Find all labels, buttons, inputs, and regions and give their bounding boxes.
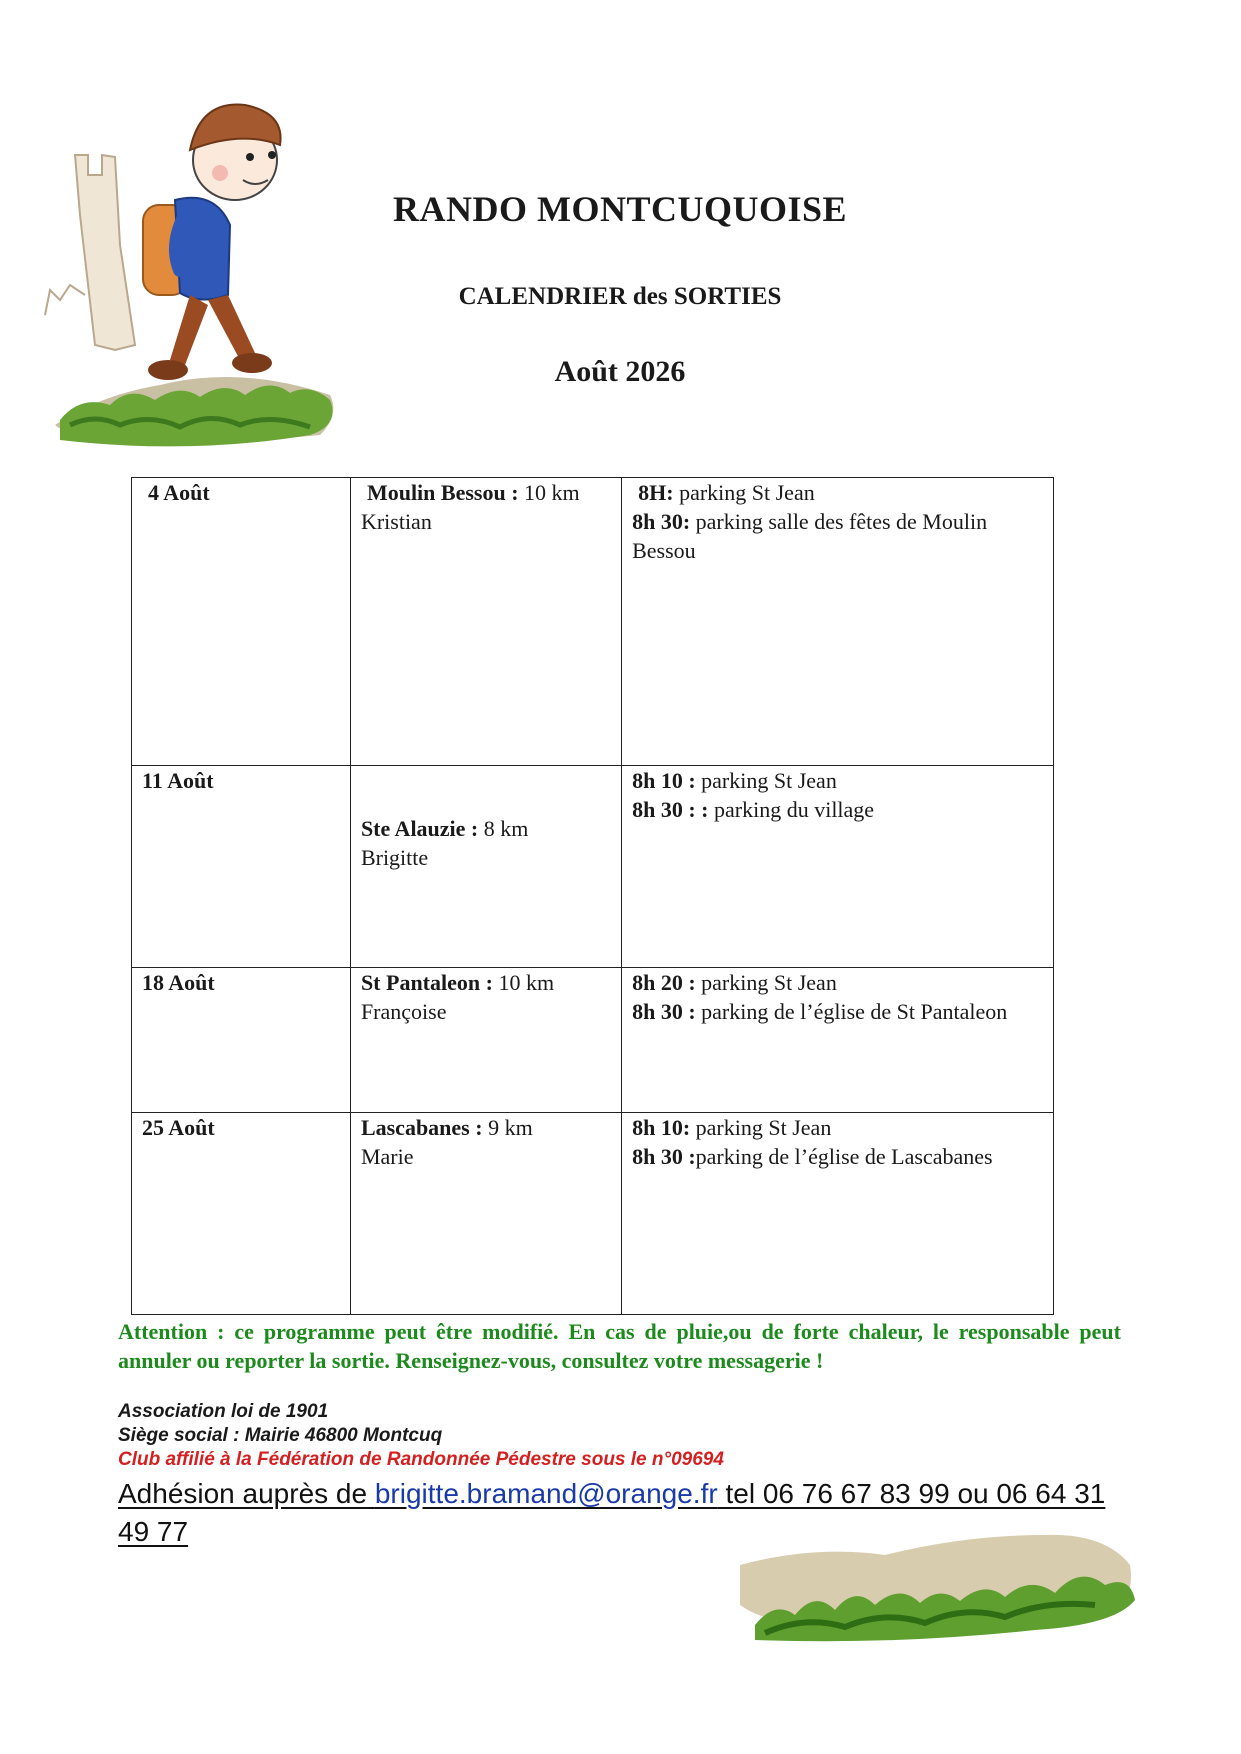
outing-distance: 10 km: [492, 970, 555, 995]
place-cell: [350, 766, 621, 968]
head-office: Siège social : Mairie 46800 Montcuq: [118, 1425, 443, 1446]
meeting-place: parking du village: [708, 797, 875, 822]
date-cell: [132, 1113, 351, 1315]
meeting-place: parking St Jean: [695, 768, 837, 793]
meeting-time: 8h 30 :: [632, 1144, 696, 1169]
meeting-cell: [622, 766, 1054, 968]
meeting-time: 8h 10 :: [632, 768, 696, 793]
meeting-time: 8h 30 :: [632, 999, 696, 1024]
outing-distance: 10 km: [518, 480, 580, 505]
page-title: RANDO MONTCUQUOISE: [392, 189, 848, 229]
outing-place: Lascabanes :: [360, 1115, 483, 1140]
meeting-time: 8h 10:: [632, 1115, 691, 1140]
outing-date: 4 Août: [148, 480, 210, 505]
meeting-place: parking de l’église de Lascabanes: [695, 1144, 993, 1169]
outing-place: Moulin Bessou :: [366, 480, 519, 505]
membership-contact: [118, 1475, 1128, 1551]
month-heading: Août 2026: [554, 355, 686, 388]
table-row: [132, 968, 1054, 1113]
page-subtitle: CALENDRIER des SORTIES: [458, 283, 782, 310]
meeting-place: parking St Jean: [690, 1115, 832, 1140]
date-cell: [132, 766, 351, 968]
meeting-time: 8H:: [638, 480, 674, 505]
outing-date: 11 Août: [142, 768, 214, 793]
meeting-time: 8h 20 :: [632, 970, 696, 995]
meeting-place: parking St Jean: [695, 970, 837, 995]
outing-place: Ste Alauzie :: [360, 816, 479, 841]
membership-prefix: Adhésion auprès de: [118, 1478, 375, 1509]
outing-guide: Brigitte: [360, 845, 429, 870]
meeting-cell: [622, 478, 1054, 766]
outings-table: [131, 477, 1054, 1315]
outing-distance: 9 km: [482, 1115, 533, 1140]
outing-guide: Kristian: [360, 509, 432, 534]
hiker-illustration: [40, 95, 360, 495]
outing-date: 25 Août: [142, 1115, 215, 1140]
table-row: [132, 1113, 1054, 1315]
notice-text: Attention : ce programme peut être modifié. En cas de pluie,ou de forte chaleur, le responsable peut annuler ou reporter la sortie. Renseignez-vous, consultez votre messagerie !: [118, 1319, 1121, 1373]
place-cell: [350, 478, 621, 766]
place-cell: [350, 968, 621, 1113]
outing-distance: 8 km: [478, 816, 529, 841]
meeting-time: 8h 30:: [632, 509, 691, 534]
meeting-cell: [622, 1113, 1054, 1315]
outing-date: 18 Août: [142, 970, 215, 995]
federation-affiliation: Club affilié à la Fédération de Randonnée Pédestre sous le n°09694: [118, 1449, 724, 1470]
email-link[interactable]: brigitte.bramand@orange.fr: [374, 1478, 718, 1509]
outing-place: St Pantaleon :: [360, 970, 493, 995]
date-cell: [132, 968, 351, 1113]
meeting-cell: [622, 968, 1054, 1113]
date-cell: [132, 478, 351, 766]
meeting-time: 8h 30 : :: [632, 797, 709, 822]
association-type: Association loi de 1901: [118, 1401, 329, 1422]
outing-guide: Marie: [360, 1144, 414, 1169]
association-info: [118, 1400, 1018, 1472]
table-row: [132, 766, 1054, 968]
table-row: [132, 478, 1054, 766]
meeting-place: parking salle des fêtes de Moulin Bessou: [632, 509, 988, 563]
meeting-place: parking de l’église de St Pantaleon: [695, 999, 1008, 1024]
place-cell: [350, 1113, 621, 1315]
outing-guide: Françoise: [360, 999, 447, 1024]
meeting-place: parking St Jean: [673, 480, 815, 505]
phone-numbers: tel 06 76 67 83 99 ou 06 64 31 49 77: [118, 1478, 1106, 1547]
